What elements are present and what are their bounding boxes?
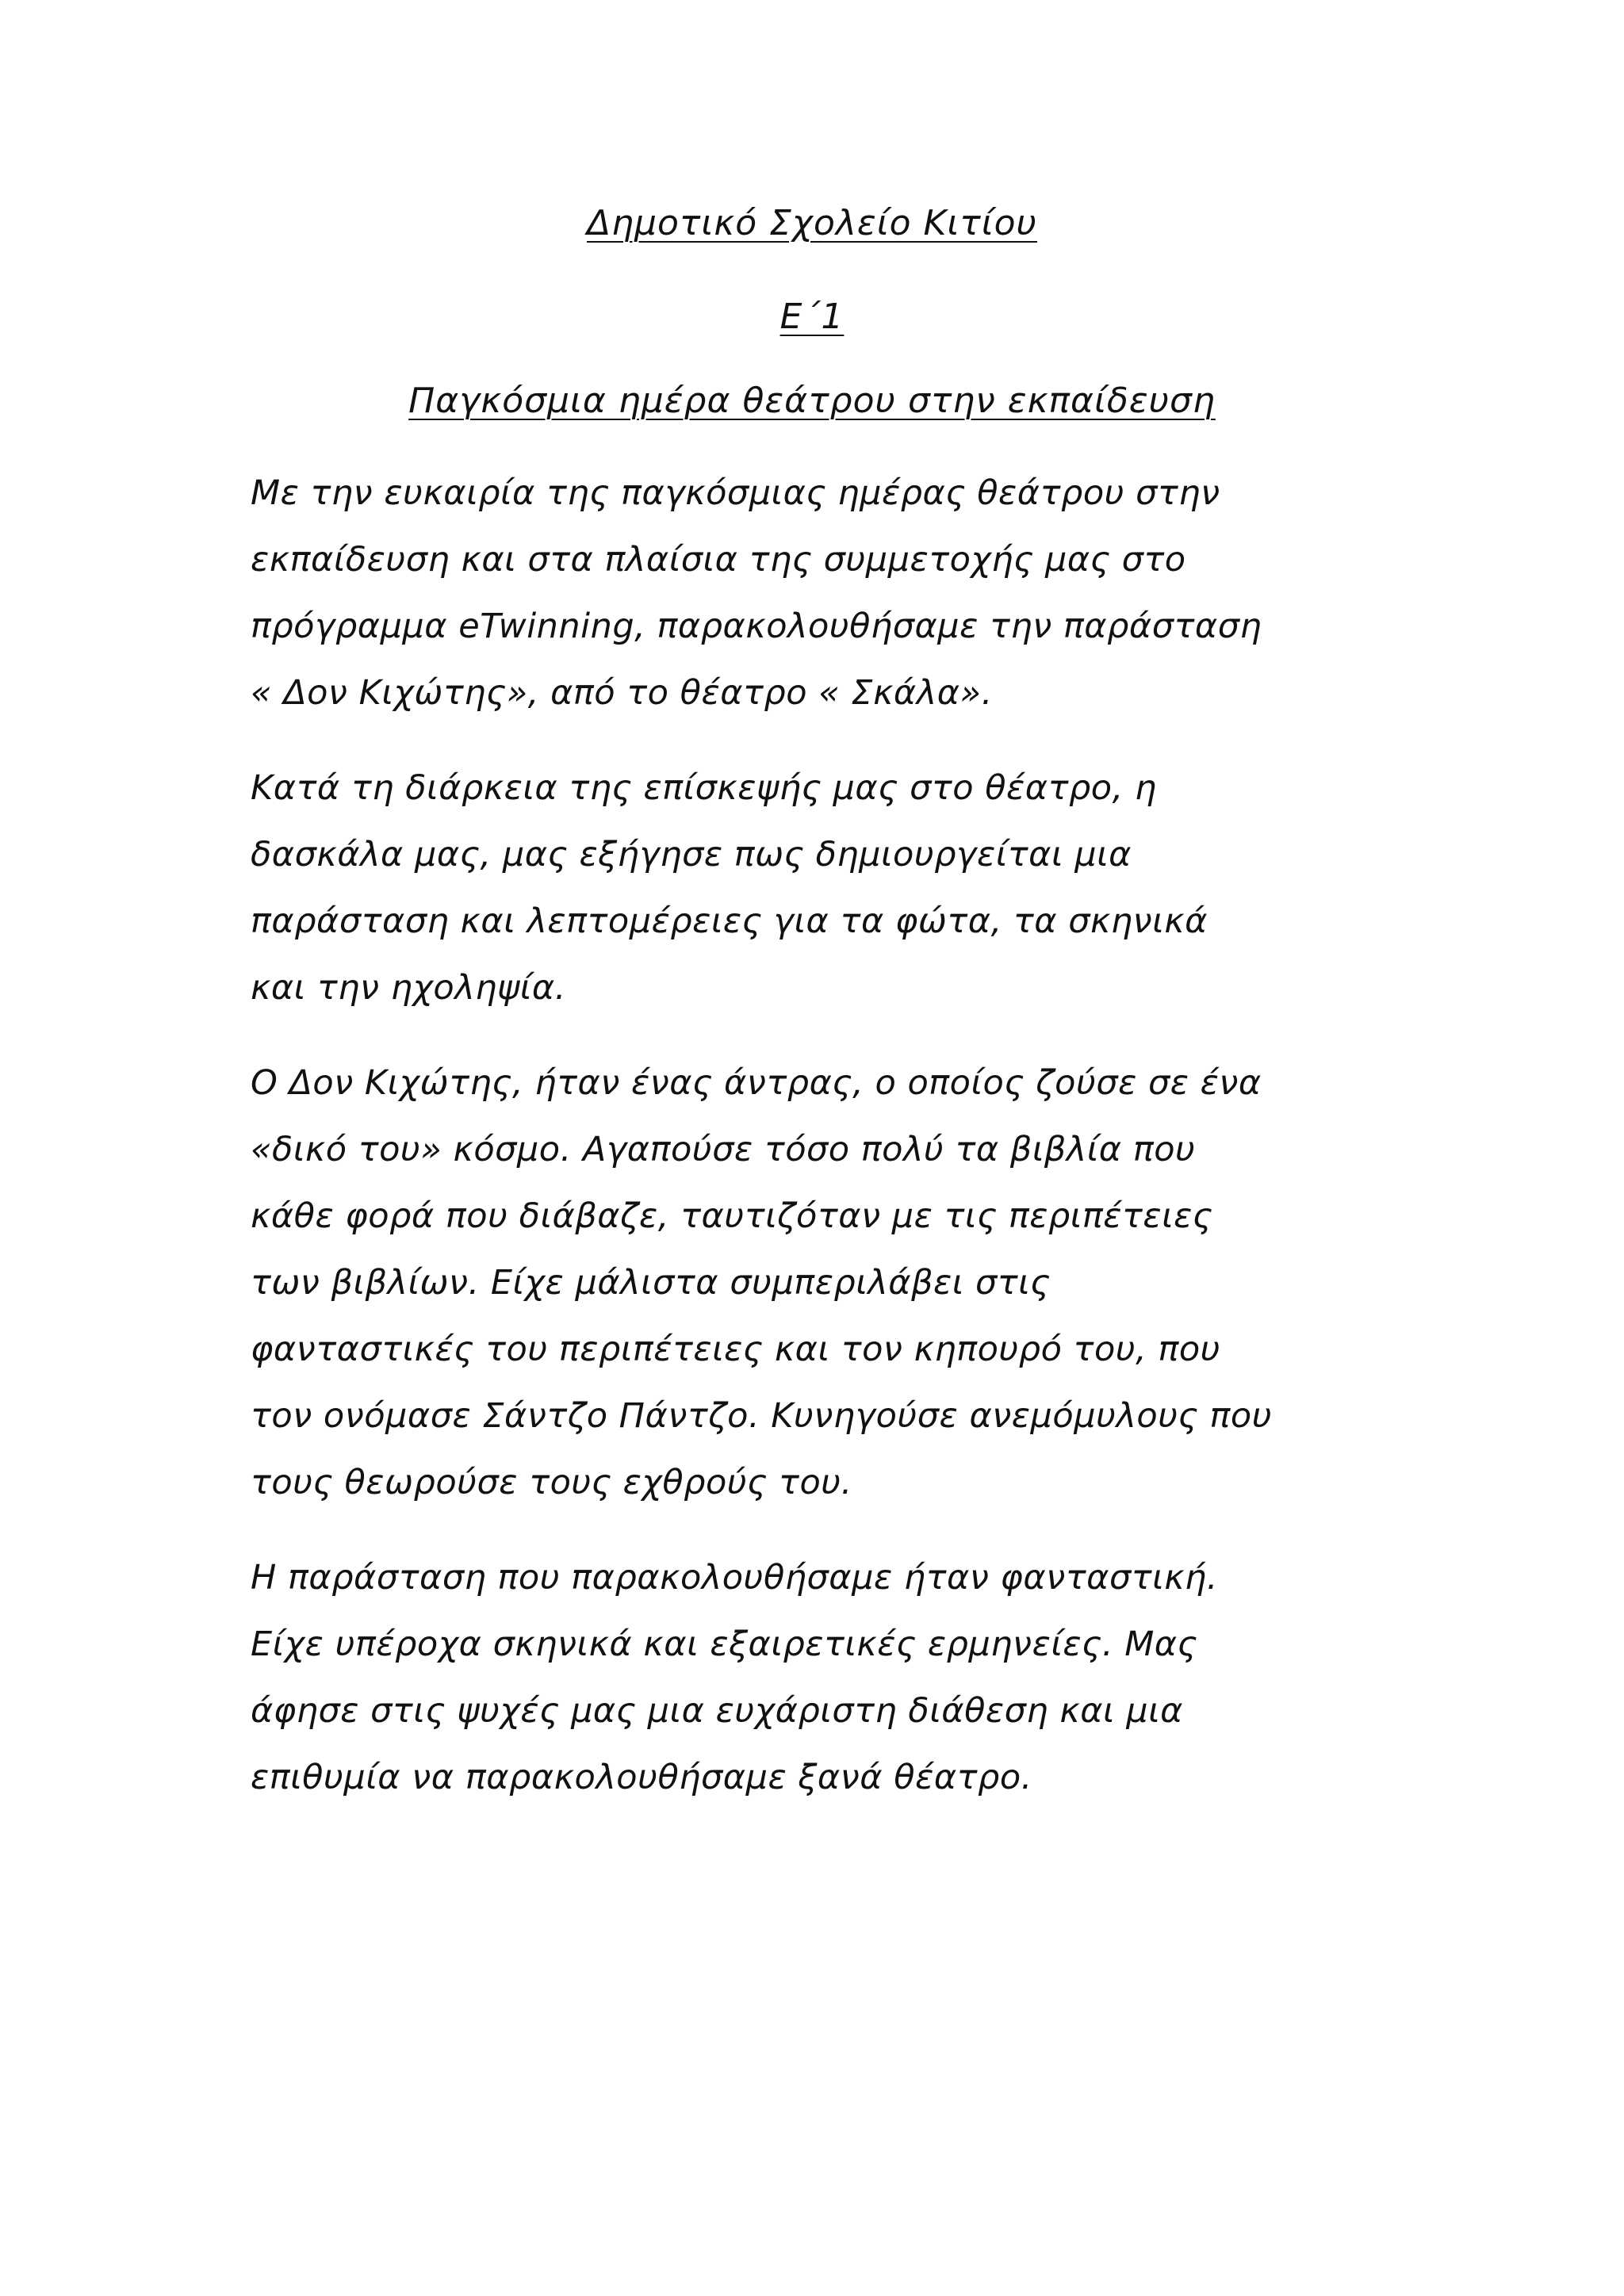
- title-heading-text: Παγκόσμια ημέρα θεάτρου στην εκπαίδευση: [408, 381, 1216, 421]
- text-line: Είχε υπέροχα σκηνικά και εξαιρετικές ερμηνείες. Μας: [251, 1624, 1198, 1664]
- text-line: Η παράσταση που παρακολουθήσαμε ήταν φανταστική.: [251, 1558, 1218, 1598]
- text-line: τους θεωρούσε τους εχθρούς του.: [251, 1463, 852, 1502]
- text-line: Κατά τη διάρκεια της επίσκεψής μας στο θέατρο, η: [251, 768, 1157, 808]
- paragraph: [251, 1544, 1408, 1811]
- text-line: κάθε φορά που διάβαζε, ταυτιζόταν με τις περιπέτειες: [251, 1196, 1213, 1236]
- document-body: [251, 460, 1408, 1839]
- text-line: φανταστικές του περιπέτειες και τον κηπουρό του, που: [251, 1330, 1221, 1369]
- school-heading-text: Δημοτικό Σχολείο Κιτίου: [587, 203, 1037, 243]
- paragraph: [251, 460, 1408, 726]
- text-line: πρόγραμμα eTwinning, παρακολουθήσαμε την παράσταση: [251, 607, 1262, 646]
- text-line: άφησε στις ψυχές μας μια ευχάριστη διάθεση και μια: [251, 1691, 1184, 1731]
- paragraph: [251, 1050, 1408, 1516]
- text-line: εκπαίδευση και στα πλαίσια της συμμετοχής μας στο: [251, 540, 1186, 580]
- text-line: « Δον Κιχώτης», από το θέατρο « Σκάλα».: [251, 673, 993, 713]
- text-line: των βιβλίων. Είχε μάλιστα συμπεριλάβει στις: [251, 1263, 1051, 1303]
- text-line: και την ηχοληψία.: [251, 968, 566, 1008]
- text-line: παράσταση και λεπτομέρειες για τα φώτα, τα σκηνικά: [251, 901, 1208, 941]
- school-heading: [0, 200, 1624, 247]
- text-line: τον ονόμασε Σάντζο Πάντζο. Κυνηγούσε ανεμόμυλους που: [251, 1396, 1273, 1436]
- text-line: «δικό του» κόσμο. Αγαπούσε τόσο πολύ τα βιβλία που: [251, 1130, 1196, 1169]
- paragraph: [251, 755, 1408, 1021]
- title-heading: [0, 377, 1624, 425]
- text-line: Ο Δον Κιχώτης, ήταν ένας άντρας, ο οποίος ζούσε σε ένα: [251, 1063, 1262, 1103]
- text-line: επιθυμία να παρακολουθήσαμε ξανά θέατρο.: [251, 1758, 1032, 1797]
- class-heading: [0, 293, 1624, 341]
- text-line: Με την ευκαιρία της παγκόσμιας ημέρας θεάτρου στην: [251, 473, 1220, 513]
- text-line: δασκάλα μας, μας εξήγησε πως δημιουργείται μια: [251, 835, 1132, 874]
- class-heading-text: Ε΄1: [779, 297, 845, 337]
